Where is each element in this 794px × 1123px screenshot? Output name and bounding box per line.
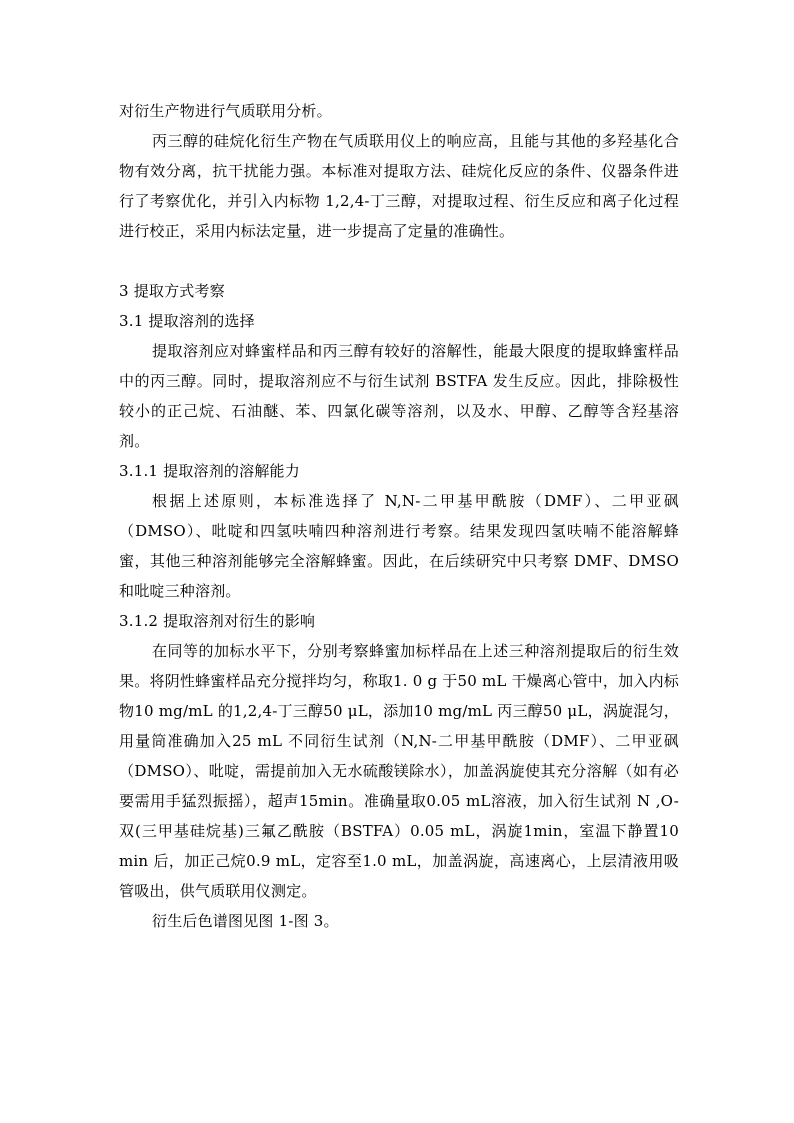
section-heading-3-1-2: 3.1.2 提取溶剂对衍生的影响 [119, 612, 316, 630]
document-body [119, 96, 679, 936]
paragraph-chromatogram-reference: 衍生后色谱图见图 1-图 3。 [152, 912, 339, 930]
paragraph-solvent-solubility: 根据上述原则，本标准选择了 N,N-二甲基甲酰胺（DMF）、二甲亚砜（DMSO）、吡啶和四氢呋喃四种溶剂进行考察。结果发现四氢呋喃不能溶解蜂蜜，其他三种溶剂能够完全溶解蜂蜜。因此，在后续研究中只考察 DMF、DMSO 和吡啶三种溶剂。 [119, 492, 679, 600]
section-heading-3-1-1: 3.1.1 提取溶剂的溶解能力 [119, 462, 300, 480]
paragraph-solvent-derivation: 在同等的加标水平下，分别考察蜂蜜加标样品在上述三种溶剂提取后的衍生效果。将阴性蜂蜜样品充分搅拌均匀，称取1. 0 g 于50 mL 干燥离心管中，加入内标物10 mg/mL 的1,2,4-丁三醇50 μL，添加10 mg/mL 丙三醇50 μL，涡旋混匀，用量筒准确加入25 mL 不同衍生试剂（N,N-二甲基甲酰胺（DMF）、二甲亚砜（DMSO）、吡啶，需提前加入无水硫酸镁除水），加盖涡旋使其充分溶解（如有必要需用手猛烈振摇），超声15min。准确量取0.05 mL溶液，加入衍生试剂 N ,O-双(三甲基硅烷基)三氟乙酰胺（BSTFA）0.05 mL，涡旋1min，室温下静置10 min 后，加正己烷0.9 mL，定容至1.0 mL，加盖涡旋，高速离心，上层清液用吸管吸出，供气质联用仪测定。 [119, 642, 679, 900]
section-heading-3: 3 提取方式考察 [119, 282, 225, 300]
section-heading-3-1: 3.1 提取溶剂的选择 [119, 312, 255, 330]
paragraph-continuation: 对衍生产物进行气质联用分析。 [119, 102, 332, 120]
paragraph-solvent-selection: 提取溶剂应对蜂蜜样品和丙三醇有较好的溶解性，能最大限度的提取蜂蜜样品中的丙三醇。同时，提取溶剂应不与衍生试剂 BSTFA 发生反应。因此，排除极性较小的正己烷、石油醚、苯、四氯化碳等溶剂，以及水、甲醇、乙醇等含羟基溶剂。 [119, 342, 679, 450]
section-spacer [119, 246, 679, 276]
paragraph-derivative-response: 丙三醇的硅烷化衍生产物在气质联用仪上的响应高，且能与其他的多羟基化合物有效分离，抗干扰能力强。本标准对提取方法、硅烷化反应的条件、仪器条件进行了考察优化，并引入内标物 1,2,4-丁三醇，对提取过程、衍生反应和离子化过程进行校正，采用内标法定量，进一步提高了定量的准确性。 [119, 132, 679, 240]
